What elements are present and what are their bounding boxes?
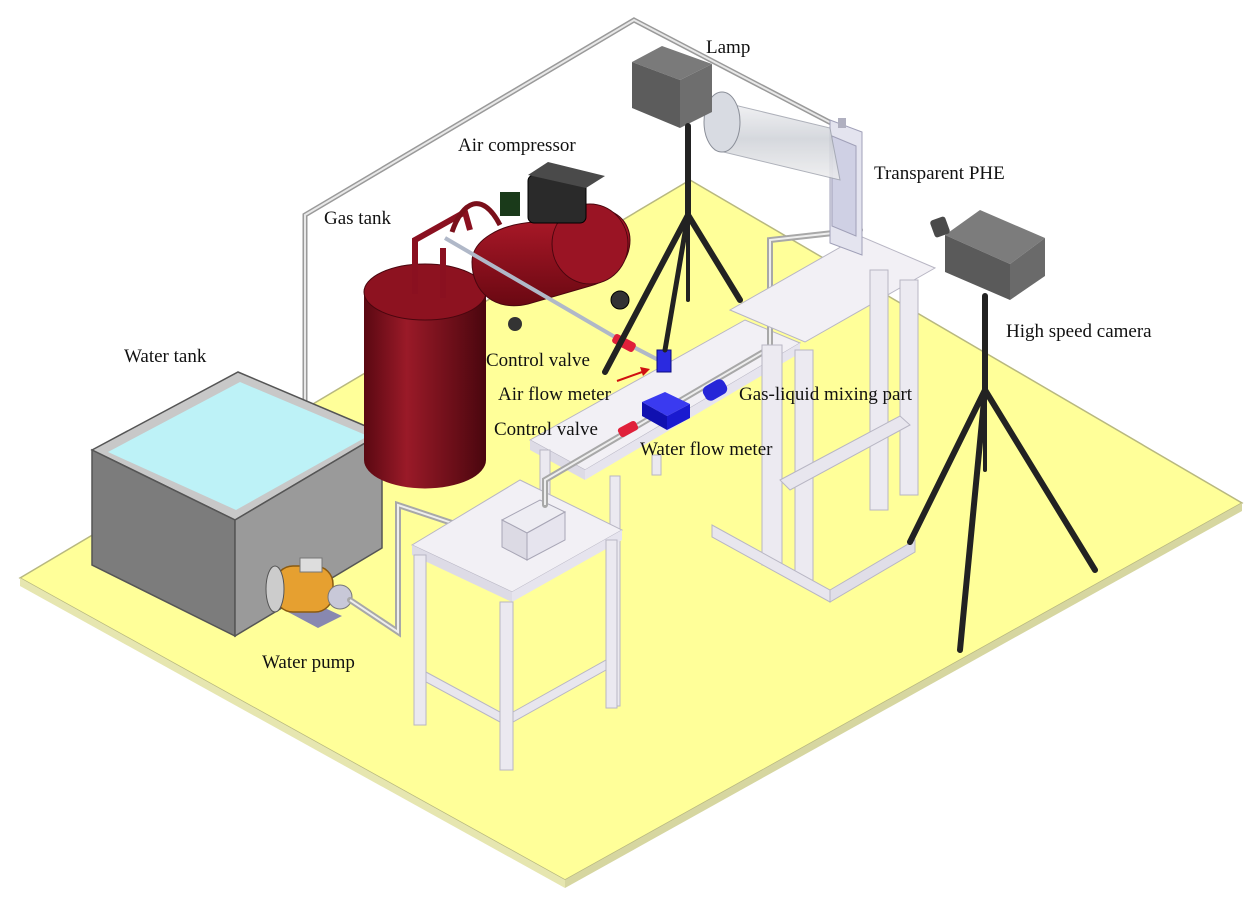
label-gas-liquid-mixing: Gas-liquid mixing part [739,384,913,405]
label-gas-tank: Gas tank [324,208,392,229]
label-control-valve-water: Control valve [494,419,598,440]
label-air-flow-meter: Air flow meter [498,384,611,405]
transparent-phe [830,118,862,255]
label-high-speed-camera: High speed camera [1006,321,1152,342]
label-water-pump: Water pump [262,652,355,673]
label-lamp: Lamp [706,37,751,58]
air-flow-meter [657,350,671,372]
label-air-compressor: Air compressor [458,135,576,156]
label-water-tank: Water tank [124,346,207,367]
label-water-flow-meter: Water flow meter [640,439,773,460]
high-speed-camera [929,210,1045,300]
label-control-valve-air: Control valve [486,350,590,371]
label-transparent-phe: Transparent PHE [874,163,1005,184]
